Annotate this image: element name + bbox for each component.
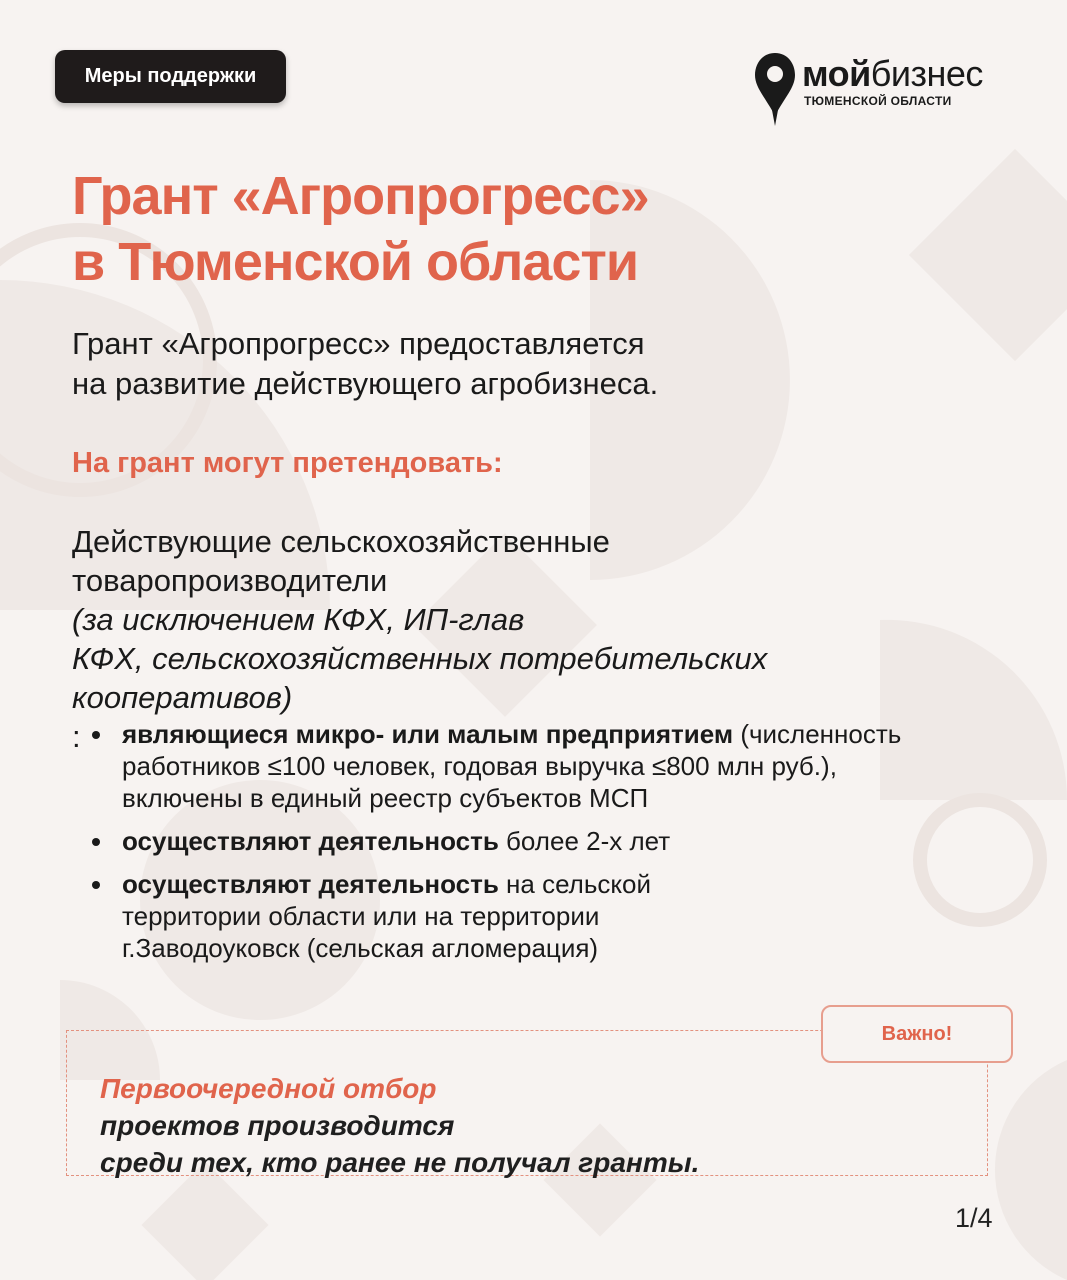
lead-line-2-regular: товаропроизводители	[72, 563, 388, 598]
lead-line-1: Действующие сельскохозяйственные	[72, 524, 610, 559]
list-item-rest: на сельской	[506, 869, 652, 899]
lead-line-2-italic: (за исключением КФХ, ИП-глав	[72, 602, 525, 637]
note-line-1	[100, 1070, 960, 1144]
list-item-line-1	[122, 868, 1048, 900]
list-item	[88, 868, 1048, 964]
bullet-dot-icon	[92, 838, 100, 846]
list-item-line-2: территории области или на территории	[122, 901, 600, 931]
list-item-line-1	[122, 718, 1048, 750]
intro-text	[72, 324, 972, 404]
list-item	[88, 825, 1048, 857]
eligibility-heading: На грант могут претендовать:	[72, 447, 503, 479]
logo-name-bold: мой	[802, 53, 871, 94]
list-item-rest: более 2-х лет	[506, 826, 671, 856]
bullet-dot-icon	[92, 731, 100, 739]
title-line-1: Грант «Агропрогресс»	[72, 166, 649, 226]
eligibility-list	[88, 718, 1048, 975]
list-item-line-3: г.Заводоуковск (сельская агломерация)	[122, 933, 599, 963]
logo-region: ТЮМЕНСКОЙ ОБЛАСТИ	[804, 94, 952, 108]
lead-line-4-regular: :	[72, 719, 81, 754]
note-line-2: среди тех, кто ранее не получал гранты.	[100, 1147, 700, 1178]
intro-line-2: на развитие действующего агробизнеса.	[72, 366, 659, 401]
list-item-line-1	[122, 825, 1048, 857]
title-line-2: в Тюменской области	[72, 232, 639, 292]
logo-wordmark	[802, 52, 983, 96]
list-item	[88, 718, 1048, 814]
list-item-line-3: включены в единый реестр субъектов МСП	[122, 783, 649, 813]
note-line-1-rest: проектов производится	[100, 1110, 455, 1141]
page-title	[72, 163, 972, 295]
list-item-line-2: работников ≤100 человек, годовая выручка ≤800 млн руб.),	[122, 751, 837, 781]
important-note-text	[100, 1070, 960, 1181]
list-item-rest: (численность	[740, 719, 902, 749]
rocket-pin-icon	[752, 50, 798, 128]
note-accent: Первоочередной отбор	[100, 1073, 437, 1104]
list-item-bold: осуществляют деятельность	[122, 869, 499, 899]
important-badge: Важно!	[821, 1005, 1013, 1063]
logo-name-regular: бизнес	[870, 53, 983, 94]
bullet-dot-icon	[92, 881, 100, 889]
support-measures-tag[interactable]: Меры поддержки	[55, 50, 286, 103]
intro-line-1: Грант «Агропрогресс» предоставляется	[72, 326, 645, 361]
list-item-bold: являющиеся микро- или малым предприятием	[122, 719, 734, 749]
brand-logo	[752, 50, 1022, 130]
lead-line-3: КФХ, сельскохозяйственных потребительских	[72, 641, 768, 676]
page-indicator: 1/4	[955, 1203, 993, 1233]
lead-line-4-italic: кооперативов)	[72, 680, 293, 715]
list-item-bold: осуществляют деятельность	[122, 826, 499, 856]
lead-line-2	[72, 561, 1032, 639]
